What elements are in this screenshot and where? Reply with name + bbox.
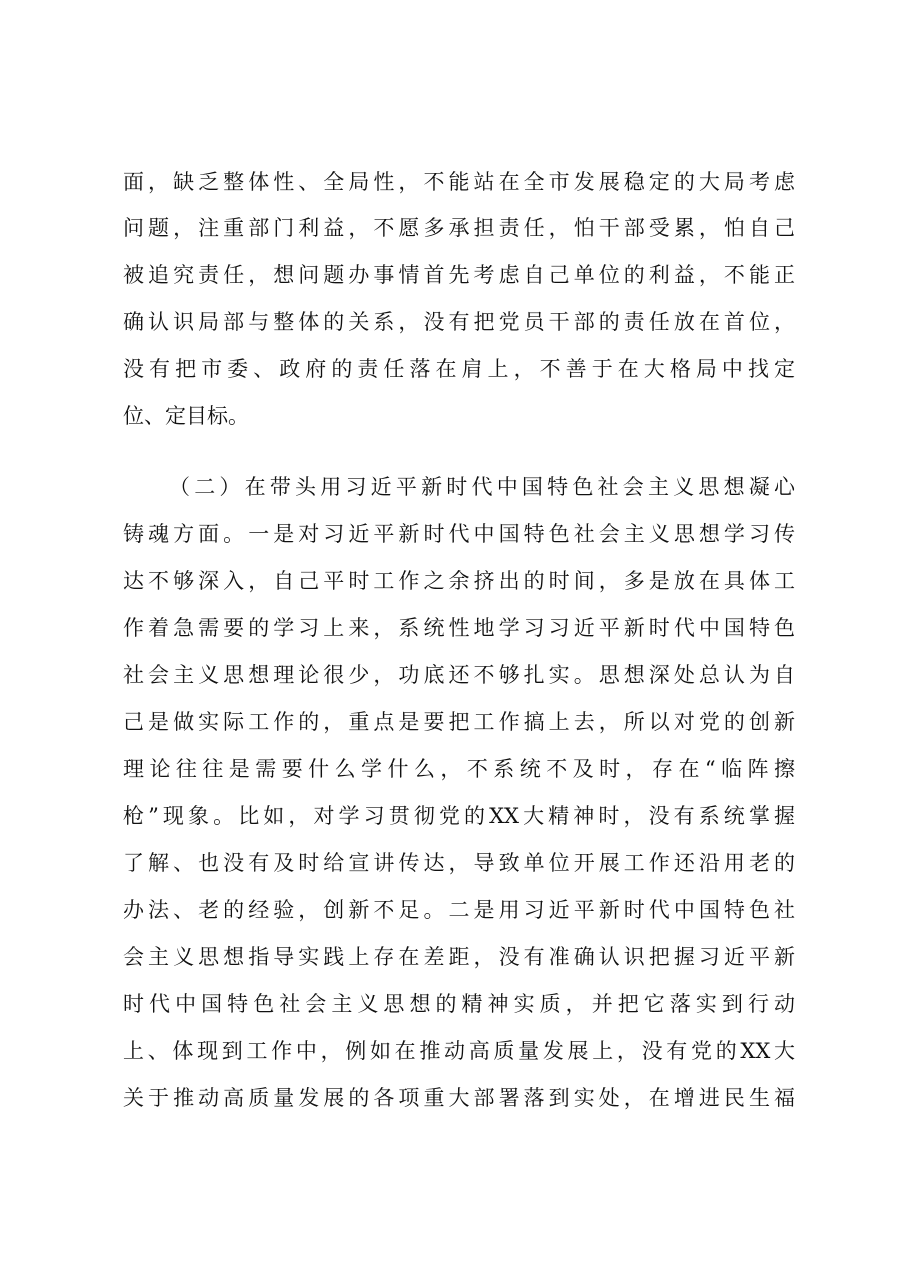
- paragraph-1-line-6: 位、定目标。: [123, 404, 249, 428]
- paragraph-2-line-7: 理论往往是需要什么学什么，不系统不及时，存在“临阵擦: [123, 757, 795, 781]
- paragraph-2-line-13: 上、体现到工作中，例如在推动高质量发展上，没有党的XX大: [123, 1039, 795, 1063]
- paragraph-2-line-9: 了解、也没有及时给宣讲传达，导致单位开展工作还沿用老的: [123, 851, 795, 875]
- paragraph-1-line-2: 问题，注重部门利益，不愿多承担责任，怕干部受累，怕自己: [123, 216, 795, 240]
- paragraph-2-line-3: 达不够深入，自己平时工作之余挤出的时间，多是放在具体工: [123, 569, 795, 593]
- paragraph-2-line-5: 社会主义思想理论很少，功底还不够扎实。思想深处总认为自: [123, 663, 795, 687]
- paragraph-2-line-14: 关于推动高质量发展的各项重大部署落到实处，在增进民生福: [123, 1086, 795, 1110]
- paragraph-2-line-11: 会主义思想指导实践上存在差距，没有准确认识把握习近平新: [123, 945, 795, 969]
- paragraph-2-line-1: （二）在带头用习近平新时代中国特色社会主义思想凝心: [169, 475, 795, 499]
- paragraph-2-line-12: 时代中国特色社会主义思想的精神实质，并把它落实到行动: [123, 992, 795, 1016]
- paragraph-2-line-10: 办法、老的经验，创新不足。二是用习近平新时代中国特色社: [123, 898, 795, 922]
- paragraph-2-line-2: 铸魂方面。一是对习近平新时代中国特色社会主义思想学习传: [123, 522, 795, 546]
- paragraph-1-line-5: 没有把市委、政府的责任落在肩上，不善于在大格局中找定: [123, 357, 795, 381]
- paragraph-1-line-1: 面，缺乏整体性、全局性，不能站在全市发展稳定的大局考虑: [123, 170, 795, 194]
- paragraph-2-line-8: 枪”现象。比如，对学习贯彻党的XX大精神时，没有系统掌握: [123, 804, 795, 828]
- paragraph-2-line-4: 作着急需要的学习上来，系统性地学习习近平新时代中国特色: [123, 616, 795, 640]
- paragraph-1-line-4: 确认识局部与整体的关系，没有把党员干部的责任放在首位，: [123, 310, 795, 334]
- paragraph-2-line-6: 己是做实际工作的，重点是要把工作搞上去，所以对党的创新: [123, 710, 795, 734]
- paragraph-1-line-3: 被追究责任，想问题办事情首先考虑自己单位的利益，不能正: [123, 263, 795, 287]
